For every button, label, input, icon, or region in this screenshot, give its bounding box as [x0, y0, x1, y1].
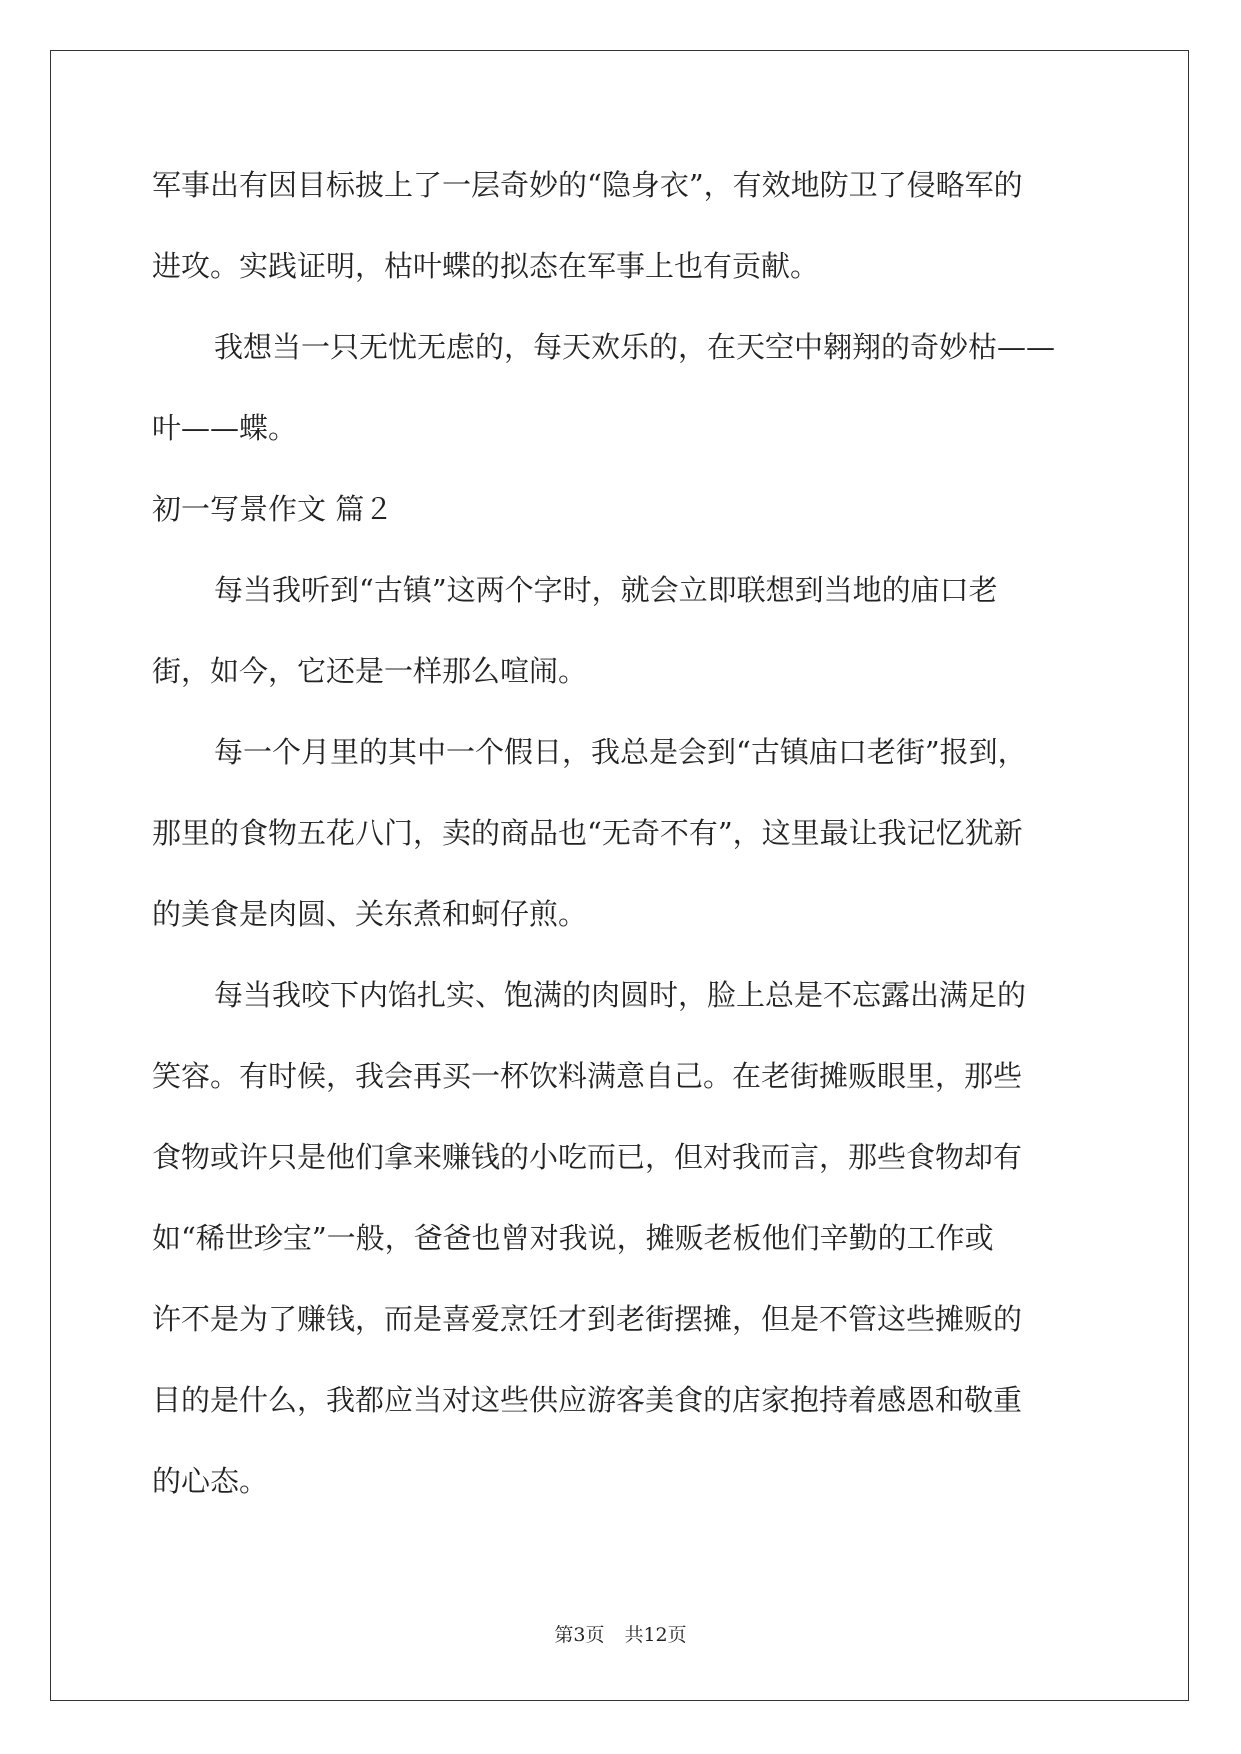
text-line: 军事出有因目标披上了一层奇妙的“隐身衣”，有效地防卫了侵略军的	[152, 168, 1023, 202]
page-total: 共12页	[624, 1624, 687, 1646]
section-heading: 初一写景作文 篇２	[152, 492, 394, 526]
text-line: 每当我咬下内馅扎实、饱满的肉圆时，脸上总是不忘露出满足的	[214, 978, 1027, 1012]
text-line: 如“稀世珍宝”一般，爸爸也曾对我说，摊贩老板他们辛勤的工作或	[152, 1221, 994, 1255]
text-line: 食物或许只是他们拿来赚钱的小吃而已，但对我而言，那些食物却有	[152, 1140, 1023, 1174]
document-body	[152, 160, 1092, 1537]
text-line: 许不是为了赚钱，而是喜爱烹饪才到老街摆摊，但是不管这些摊贩的	[152, 1302, 1023, 1336]
text-line: 的美食是肉圆、关东煮和蚵仔煎。	[152, 897, 588, 931]
text-line: 笑容。有时候，我会再买一杯饮料满意自己。在老街摊贩眼里，那些	[152, 1059, 1023, 1093]
text-line: 每当我听到“古镇”这两个字时，就会立即联想到当地的庙口老	[214, 573, 998, 607]
page-footer	[0, 1620, 1241, 1647]
text-line: 每一个月里的其中一个假日，我总是会到“古镇庙口老街”报到，	[214, 735, 1027, 769]
text-line: 那里的食物五花八门，卖的商品也“无奇不有”，这里最让我记忆犹新	[152, 816, 1023, 850]
text-line: 街，如今，它还是一样那么喧闹。	[152, 654, 588, 688]
text-line: 叶——蝶。	[152, 411, 298, 445]
text-line: 我想当一只无忧无虑的，每天欢乐的，在天空中翱翔的奇妙枯——	[214, 330, 1056, 364]
text-line: 目的是什么，我都应当对这些供应游客美食的店家抱持着感恩和敬重	[152, 1383, 1023, 1417]
text-line: 的心态。	[152, 1464, 269, 1498]
page-number: 第3页	[554, 1624, 605, 1646]
text-line: 进攻。实践证明，枯叶蝶的拟态在军事上也有贡献。	[152, 249, 820, 283]
